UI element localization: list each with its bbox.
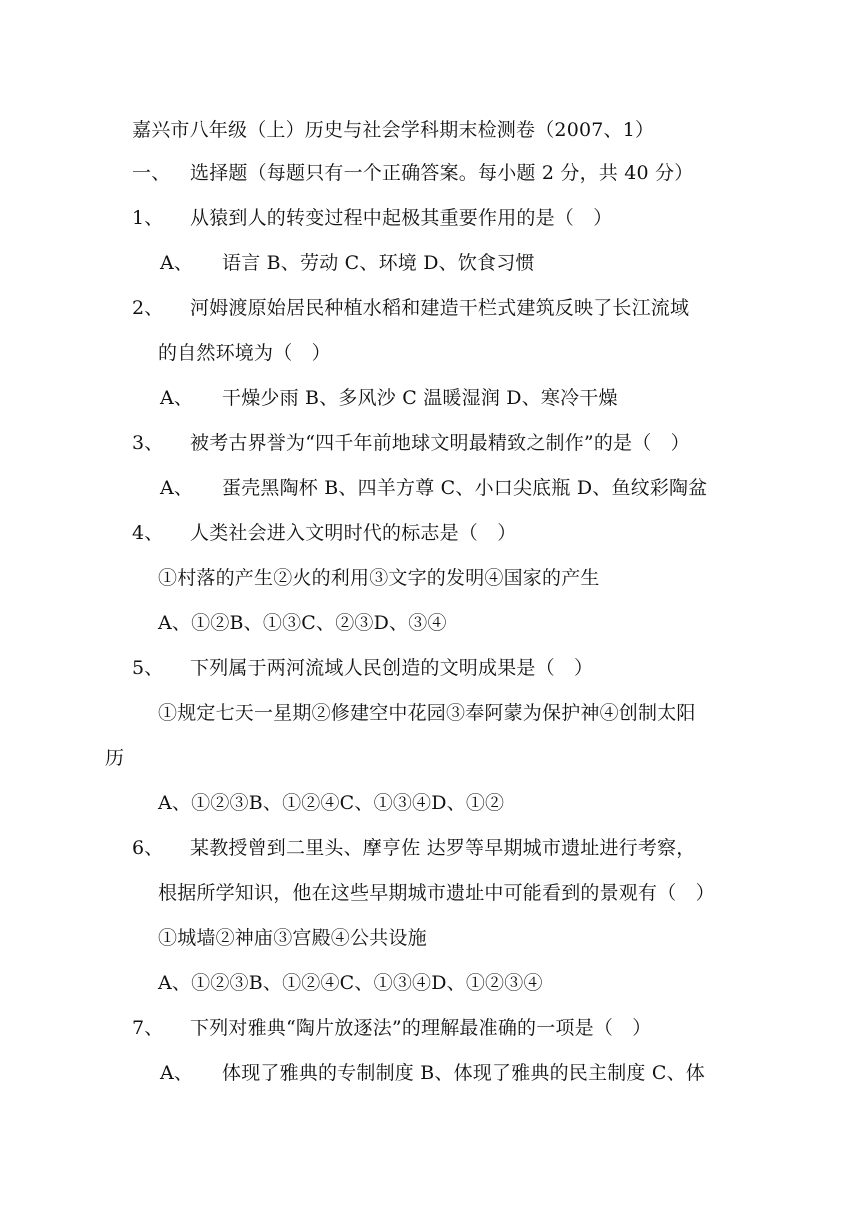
question-number: 3、 (132, 432, 164, 454)
question-4-items: ①村落的产生②火的利用③文字的发明④国家的产生 (158, 567, 600, 589)
exam-title: 嘉兴市八年级（上）历史与社会学科期末检测卷（2007、1） (132, 119, 655, 141)
section-text: 选择题（每题只有一个正确答案。每小题 2 分，共 40 分） (190, 162, 694, 184)
option-letter: A、 (160, 252, 194, 274)
question-5-items-cont: 历 (105, 747, 125, 769)
question-stem: 下列属于两河流域人民创造的文明成果是（ ） (190, 657, 594, 679)
question-stem: 从猿到人的转变过程中起极其重要作用的是（ ） (190, 207, 613, 229)
option-letter: A、 (160, 1062, 194, 1084)
section-number: 一、 (132, 162, 171, 184)
question-stem: 某教授曾到二里头、摩亨佐 达罗等早期城市遗址进行考察， (190, 837, 696, 859)
question-stem: 河姆渡原始居民种植水稻和建造干栏式建筑反映了长江流域 (190, 297, 690, 319)
question-number: 7、 (132, 1017, 164, 1039)
option-text: 蛋壳黑陶杯 B、四羊方尊 C、小口尖底瓶 D、鱼纹彩陶盆 (222, 477, 708, 499)
question-4-options: A、①②B、①③C、②③D、③④ (158, 612, 447, 634)
question-number: 6、 (132, 837, 164, 859)
option-text: 语言 B、劳动 C、环境 D、饮食习惯 (222, 252, 535, 274)
question-5-options: A、①②③B、①②④C、①③④D、①② (158, 792, 505, 814)
question-2-stem-cont: 的自然环境为（ ） (158, 342, 331, 364)
option-letter: A、 (160, 477, 194, 499)
question-number: 4、 (132, 522, 164, 544)
question-number: 2、 (132, 297, 164, 319)
option-letter: A、 (160, 387, 194, 409)
question-number: 1、 (132, 207, 164, 229)
question-number: 5、 (132, 657, 164, 679)
question-5-items: ①规定七天一星期②修建空中花园③奉阿蒙为保护神④创制太阳 (158, 702, 696, 724)
question-6-options: A、①②③B、①②④C、①③④D、①②③④ (158, 972, 543, 994)
question-stem: 下列对雅典“陶片放逐法”的理解最准确的一项是（ ） (190, 1017, 652, 1039)
option-text: 体现了雅典的专制制度 B、体现了雅典的民主制度 C、体 (222, 1062, 705, 1084)
question-6-stem-cont: 根据所学知识，他在这些早期城市遗址中可能看到的景观有（ ） (158, 882, 715, 904)
question-stem: 人类社会进入文明时代的标志是（ ） (190, 522, 517, 544)
question-6-items: ①城墙②神庙③宫殿④公共设施 (158, 927, 427, 949)
question-stem: 被考古界誉为“四千年前地球文明最精致之制作”的是（ ） (190, 432, 690, 454)
option-text: 干燥少雨 B、多风沙 C 温暖湿润 D、寒冷干燥 (222, 387, 618, 409)
